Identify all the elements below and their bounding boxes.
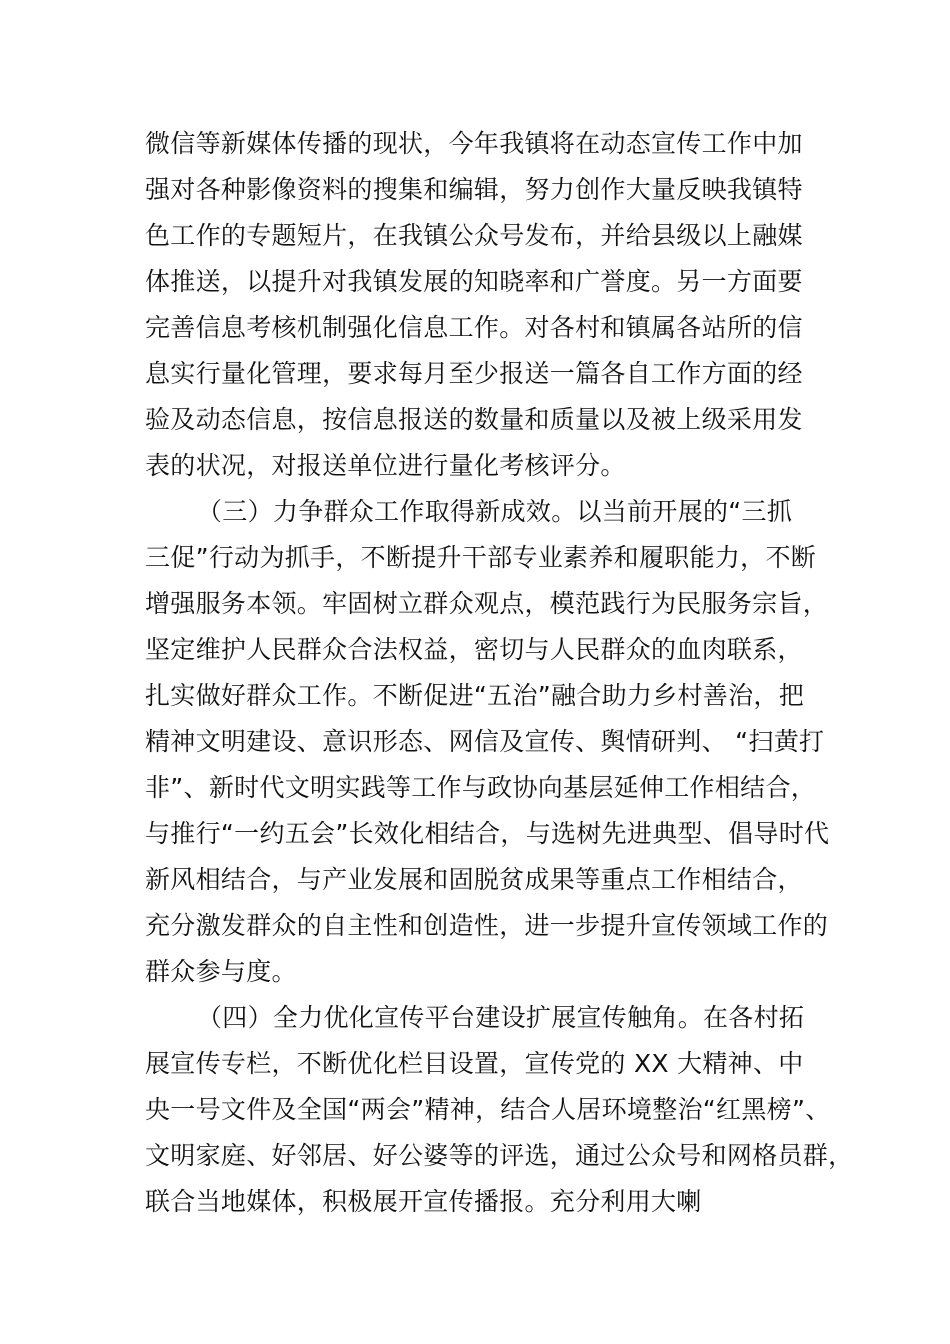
text-line: 强对各种影像资料的搜集和编辑，努力创作大量反映我镇特 <box>145 175 803 204</box>
text-line: 展宣传专栏，不断优化栏目设置，宣传党的 XX 大精神、中 <box>145 1049 804 1078</box>
text-line: 色工作的专题短片，在我镇公众号发布，并给县级以上融媒 <box>145 221 803 250</box>
text-line: 验及动态信息，按信息报送的数量和质量以及被上级采用发 <box>145 405 803 434</box>
text-line: 息实行量化管理，要求每月至少报送一篇各自工作方面的经 <box>145 359 803 388</box>
text-line: 非”、新时代文明实践等工作与政协向基层延伸工作相结合， <box>145 773 817 802</box>
body-text <box>145 121 854 1225</box>
text-line: 充分激发群众的自主性和创造性，进一步提升宣传领域工作的 <box>145 911 829 940</box>
text-line: 文明家庭、好邻居、好公婆等的评选，通过公众号和网格员群， <box>145 1141 854 1170</box>
text-line: 群众参与度。 <box>145 957 297 986</box>
text-line: 坚定维护人民群众合法权益，密切与人民群众的血肉联系， <box>145 635 803 664</box>
text-line: 表的状况，对报送单位进行量化考核评分。 <box>145 451 626 480</box>
text-line: 与推行“一约五会”长效化相结合，与选树先进典型、倡导时代 <box>145 819 830 848</box>
section-heading-line: （三）力争群众工作取得新成效。以当前开展的“三抓 <box>197 497 793 526</box>
text-line: 增强服务本领。牢固树立群众观点，模范践行为民服务宗旨， <box>145 589 829 618</box>
text-line: 体推送，以提升对我镇发展的知晓率和广誉度。另一方面要 <box>145 267 803 296</box>
text-line: 微信等新媒体传播的现状，今年我镇将在动态宣传工作中加 <box>145 129 803 158</box>
text-line: 联合当地媒体，积极展开宣传播报。充分利用大喇 <box>145 1187 702 1216</box>
text-line: 精神文明建设、意识形态、网信及宣传、舆情研判、 “扫黄打 <box>145 727 825 756</box>
text-line: 新风相结合，与产业发展和固脱贫成果等重点工作相结合， <box>145 865 803 894</box>
text-line: 完善信息考核机制强化信息工作。对各村和镇属各站所的信 <box>145 313 803 342</box>
text-line: 三促”行动为抓手，不断提升干部专业素养和履职能力，不断 <box>145 543 817 572</box>
text-line: 央一号文件及全国“两会”精神，结合人居环境整治“红黑榜”、 <box>145 1095 831 1124</box>
text-line: 扎实做好群众工作。不断促进“五治”融合助力乡村善治，把 <box>145 681 805 710</box>
section-heading-line: （四）全力优化宣传平台建设扩展宣传触角。在各村拓 <box>197 1003 805 1032</box>
